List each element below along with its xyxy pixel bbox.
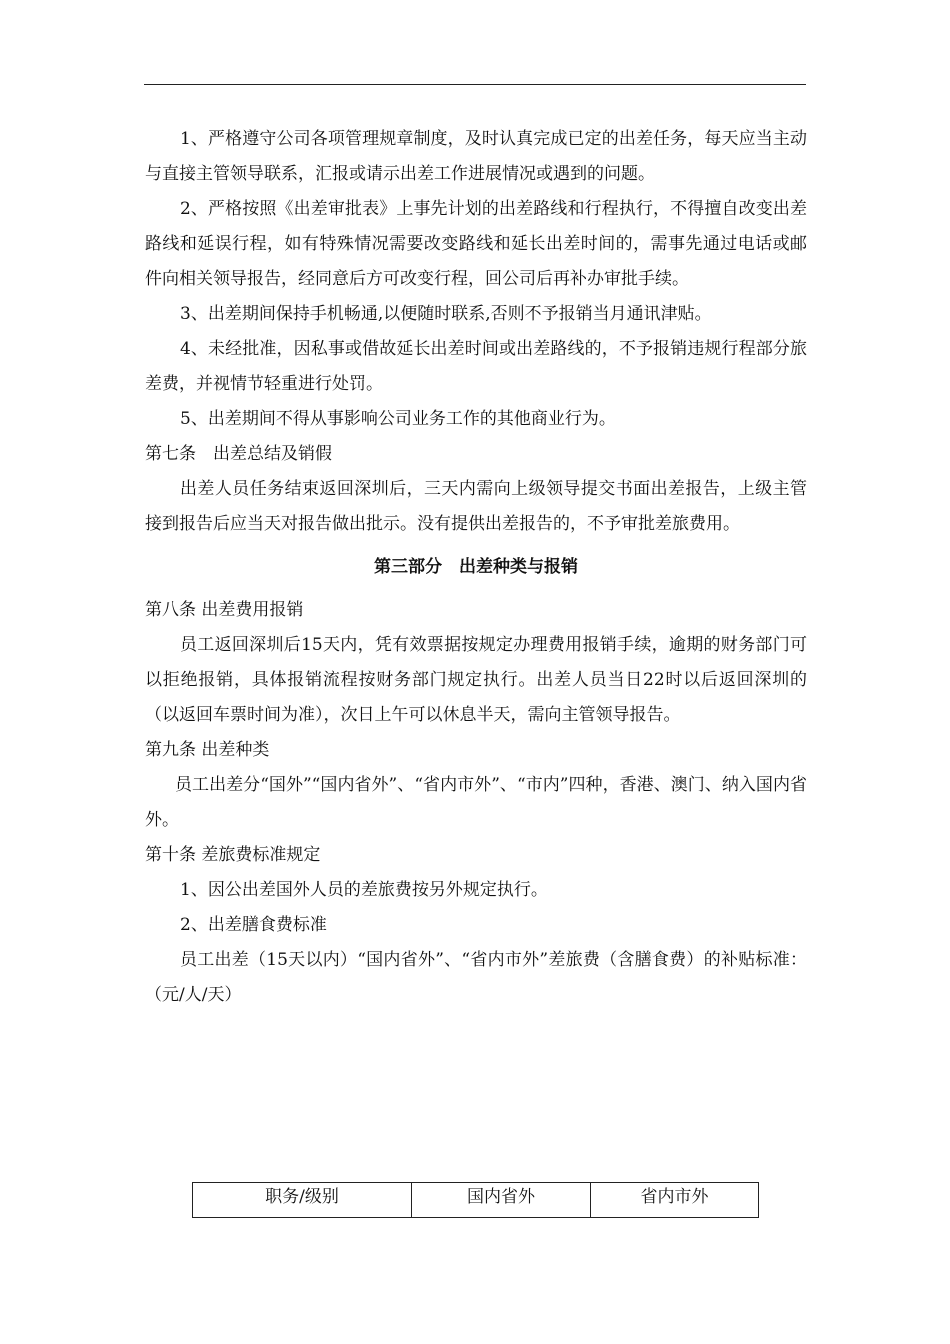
table-header-cell: 省内市外 xyxy=(591,1183,759,1218)
document-body xyxy=(145,122,807,1013)
allowance-standard-table xyxy=(192,1182,759,1218)
rule-item-1: 1、严格遵守公司各项管理规章制度，及时认真完成已定的出差任务，每天应当主动与直接主管领导联系，汇报或请示出差工作进展情况或遇到的问题。 xyxy=(145,129,807,184)
article-9-heading: 第九条 出差种类 xyxy=(145,740,270,760)
rule-item-4: 4、未经批准，因私事或借故延长出差时间或出差路线的，不予报销违规行程部分旅差费，并视情节轻重进行处罚。 xyxy=(145,339,807,394)
article-7-heading: 第七条 出差总结及销假 xyxy=(145,444,332,464)
table-header-cell: 国内省外 xyxy=(412,1183,591,1218)
table-header-cell: 职务/级别 xyxy=(193,1183,412,1218)
rule-item-5: 5、出差期间不得从事影响公司业务工作的其他商业行为。 xyxy=(180,409,616,429)
article-8-body: 员工返回深圳后15天内，凭有效票据按规定办理费用报销手续，逾期的财务部门可以拒绝报销，具体报销流程按财务部门规定执行。出差人员当日22时以后返回深圳的（以返回车票时间为准），次日上午可以休息半天，需向主管领导报告。 xyxy=(145,635,807,725)
table-header-row xyxy=(193,1183,759,1218)
article-10-heading: 第十条 差旅费标准规定 xyxy=(145,845,321,865)
header-rule xyxy=(144,84,806,85)
article-10-body: 员工出差（15天以内）“国内省外”、“省内市外”差旅费（含膳食费）的补贴标准：（元/人/天） xyxy=(145,950,807,1005)
article-7-body: 出差人员任务结束返回深圳后，三天内需向上级领导提交书面出差报告，上级主管接到报告后应当天对报告做出批示。没有提供出差报告的，不予审批差旅费用。 xyxy=(145,479,807,534)
rule-item-3: 3、出差期间保持手机畅通,以便随时联系,否则不予报销当月通讯津贴。 xyxy=(180,304,712,324)
article-10-item-2: 2、出差膳食费标准 xyxy=(180,915,327,935)
rule-item-2: 2、严格按照《出差审批表》上事先计划的出差路线和行程执行，不得擅自改变出差路线和延误行程，如有特殊情况需要改变路线和延长出差时间的，需事先通过电话或邮件向相关领导报告，经同意后方可改变行程，回公司后再补办审批手续。 xyxy=(145,199,807,289)
article-10-item-1: 1、因公出差国外人员的差旅费按另外规定执行。 xyxy=(180,880,548,900)
article-9-body: 员工出差分“国外”“国内省外”、“省内市外”、“市内”四种，香港、澳门、纳入国内省外。 xyxy=(145,775,807,830)
article-8-heading: 第八条 出差费用报销 xyxy=(145,600,304,620)
part-3-title: 第三部分 出差种类与报销 xyxy=(374,557,578,577)
